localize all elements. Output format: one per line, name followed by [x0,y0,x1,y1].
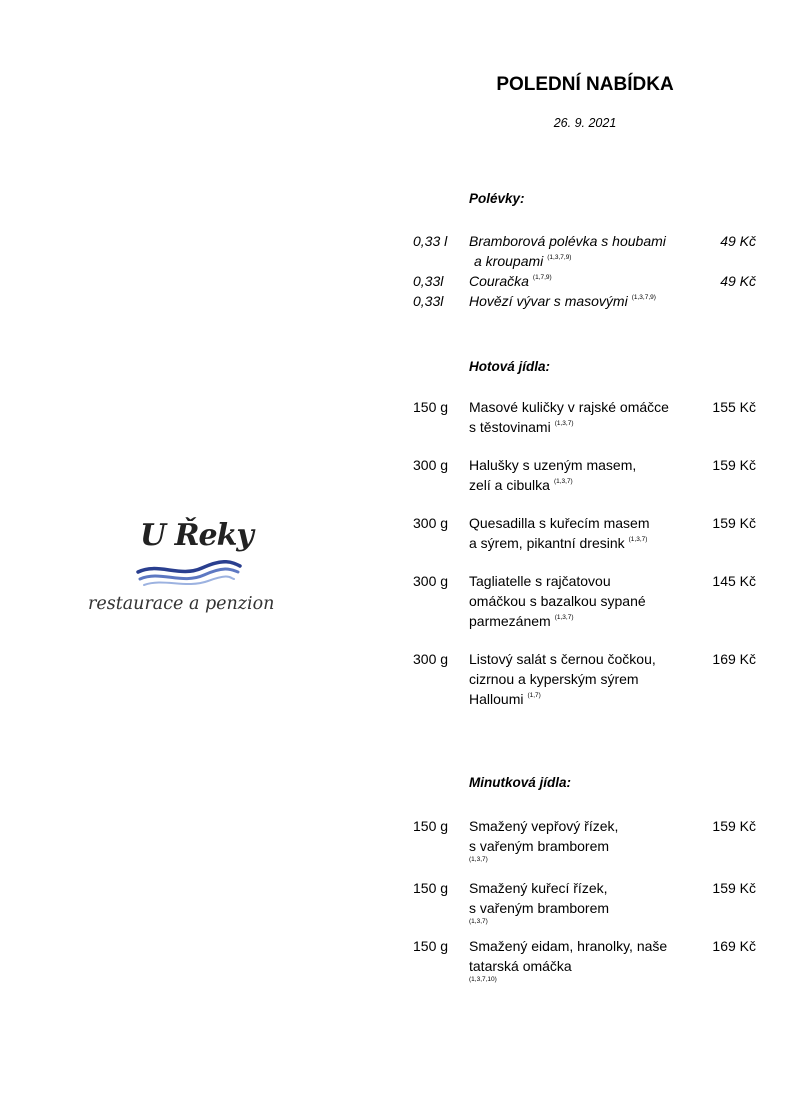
item-quantity: 150 g [413,938,449,954]
item-quantity: 150 g [413,880,449,896]
item-name: Smažený vepřový řízek, s vařeným bramborem (1,3,7) [469,816,694,864]
item-name: Listový salát s černou čočkou, cizrnou a kyperským sýrem Halloumi $^{(1,7)}$ [469,651,656,707]
item-allergens: (1,7) [527,692,541,699]
item-allergens: (1,3,7,10) [469,976,497,983]
item-price: 159 Kč [712,818,756,834]
item-name: Couračka $^{(1,7,9)}$ [469,273,552,289]
page-title: POLEDNÍ NABÍDKA [496,74,674,95]
logo-name: U Řeky [140,518,253,553]
item-price: 145 Kč [712,573,756,589]
item-quantity: 150 g [413,399,449,415]
item-name: Tagliatelle s rajčatovou omáčkou s bazalkou sypané parmezánem $^{(1,3,7)}$ [469,573,646,629]
item-allergens: (1,3,7) [554,614,574,621]
waves-icon [136,560,242,590]
item-quantity: 300 g [413,457,449,473]
restaurant-logo [84,508,294,628]
item-price: 49 Kč [720,233,756,249]
logo-subtitle: restaurace a penzion [88,594,275,614]
item-allergens: (1,3,7) [628,536,648,543]
item-price: 159 Kč [712,880,756,896]
item-name: Hovězí vývar s masovými $^{(1,3,7,9)}$ [469,293,656,309]
soups-heading: Polévky: [469,191,525,206]
item-price: 169 Kč [712,651,756,667]
item-price: 155 Kč [712,399,756,415]
ready-meals-heading: Hotová jídla: [469,359,551,374]
item-allergens: (1,3,7) [469,856,488,863]
item-quantity: 0,33l [413,273,444,289]
item-allergens: (1,3,7) [554,420,574,427]
item-allergens: (1,3,7,9) [631,294,656,301]
item-name: Bramborová polévka s houbami a kroupami $^{(1,3,7,9)}$ [469,233,666,269]
item-allergens: (1,7,9) [532,274,552,281]
item-name: Halušky s uzeným masem, zelí a cibulka $^{(1,3,7)}$ [469,457,637,493]
minute-meals-heading: Minutková jídla: [469,775,572,790]
item-name: Quesadilla s kuřecím masem a sýrem, pikantní dresink $^{(1,3,7)}$ [469,515,650,551]
item-name: Smažený kuřecí řízek, s vařeným bramborem (1,3,7) [469,878,694,926]
item-price: 49 Kč [720,273,756,289]
item-name: Masové kuličky v rajské omáčce s těstovinami $^{(1,3,7)}$ [469,399,669,435]
menu-date: 26. 9. 2021 [553,116,617,130]
item-price: 159 Kč [712,457,756,473]
item-quantity: 0,33l [413,293,444,309]
item-price: 159 Kč [712,515,756,531]
item-quantity: 300 g [413,515,449,531]
item-quantity: 300 g [413,651,449,667]
item-allergens: (1,3,7,9) [547,254,572,261]
item-price: 169 Kč [712,938,756,954]
item-quantity: 0,33 l [413,233,448,249]
item-allergens: (1,3,7) [553,478,573,485]
item-allergens: (1,3,7) [469,918,488,925]
item-quantity: 300 g [413,573,449,589]
item-quantity: 150 g [413,818,449,834]
item-name: Smažený eidam, hranolky, naše tatarská omáčka (1,3,7,10) [469,936,694,984]
